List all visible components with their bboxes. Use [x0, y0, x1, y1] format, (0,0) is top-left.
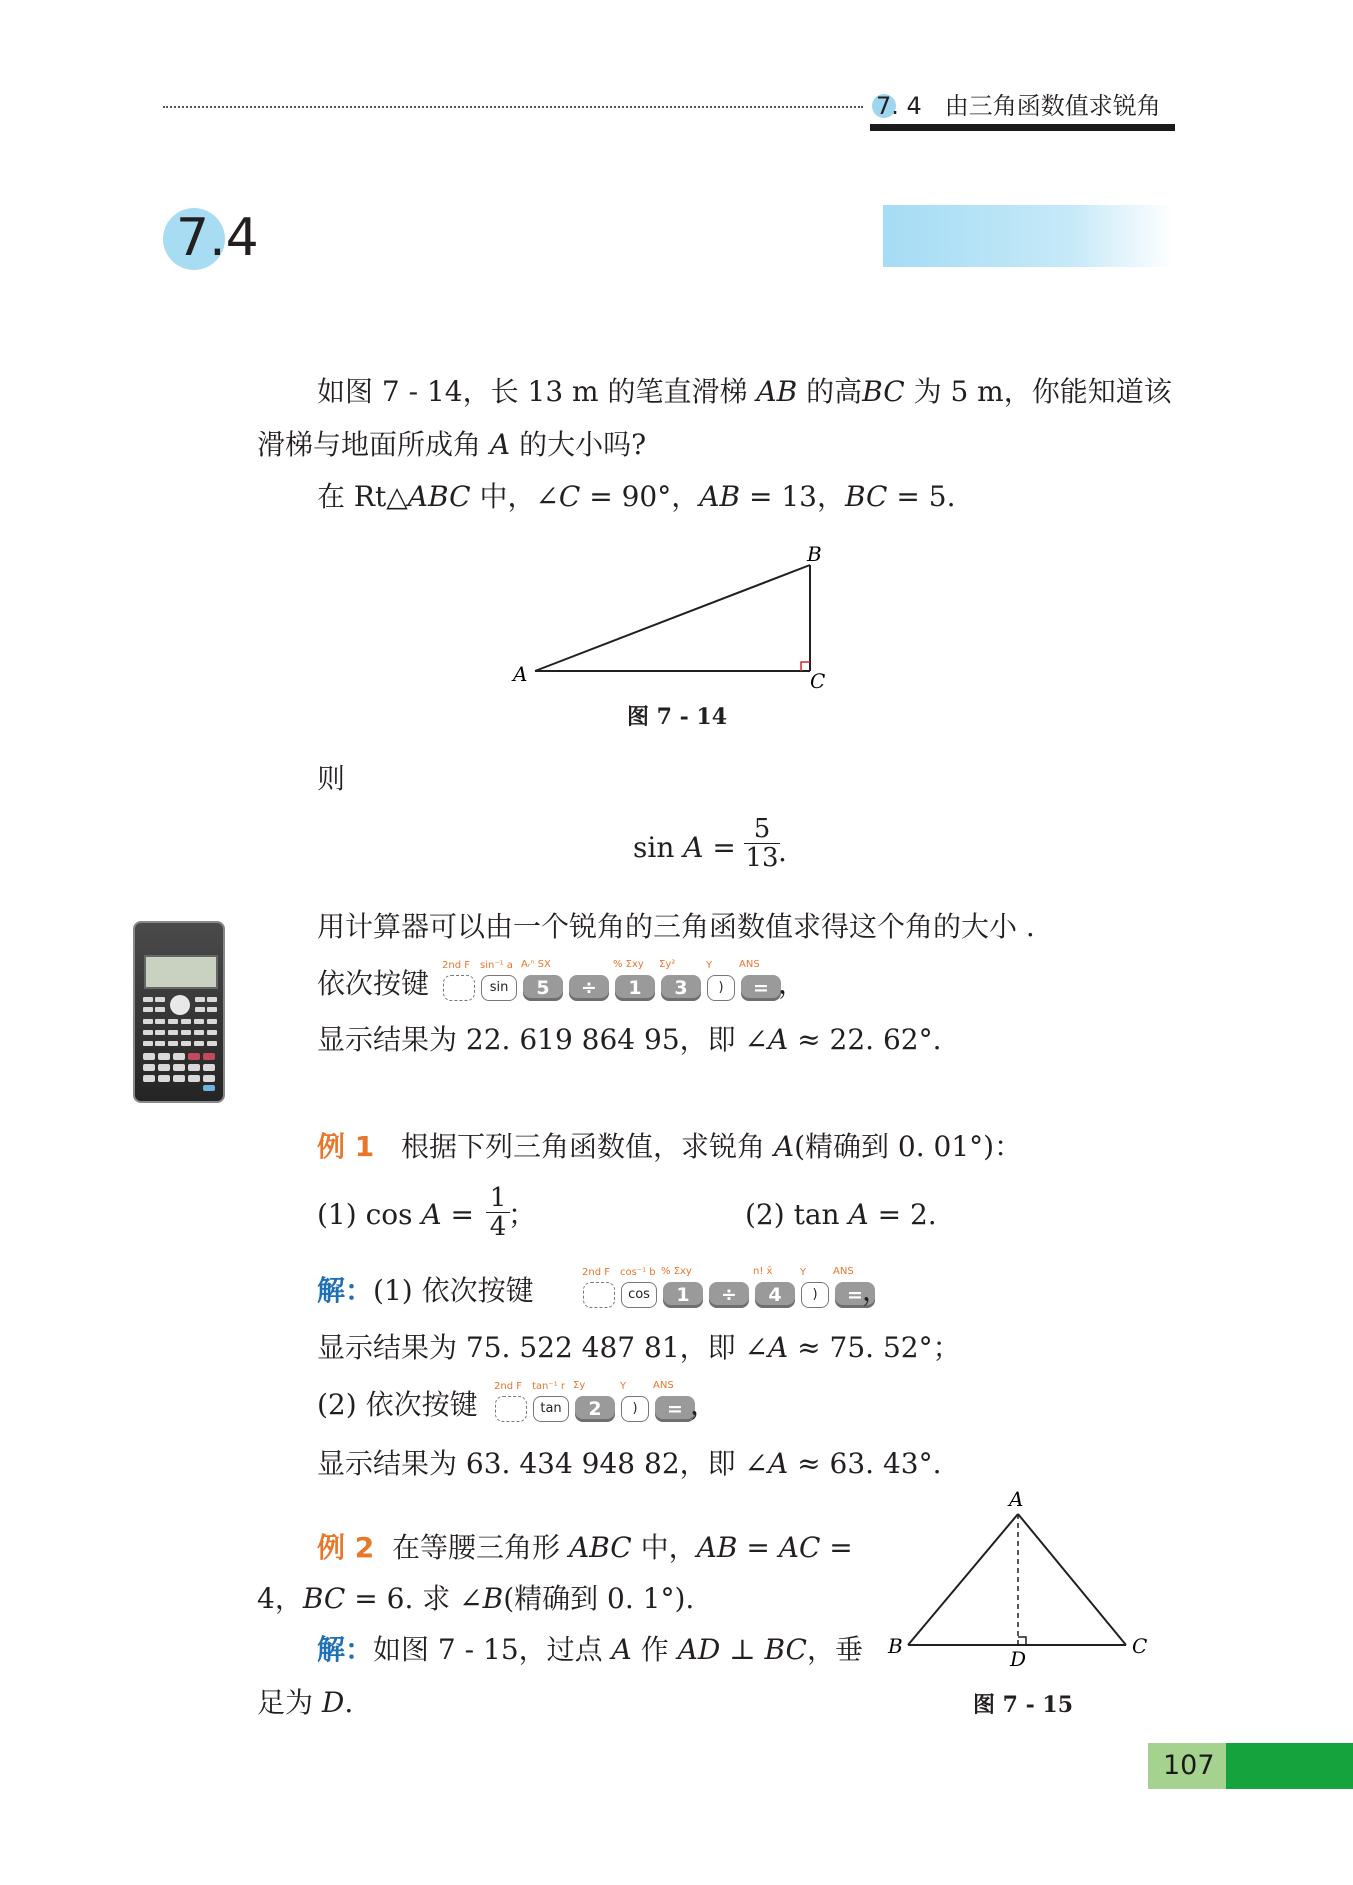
right-angle-mark: [1018, 1637, 1026, 1645]
label-c: C: [810, 669, 826, 690]
figure-7-15: [880, 1488, 1160, 1668]
key-close-paren: Y ): [801, 1282, 829, 1308]
keypress-suffix-2: ，: [862, 1274, 891, 1307]
formula-period: .: [778, 835, 787, 868]
label-b: B: [888, 1634, 903, 1658]
header-dotted-rule: [163, 106, 863, 108]
label-a: A: [1009, 1488, 1024, 1511]
example-1-part-1-end: ；: [508, 1198, 537, 1231]
key-divide: ÷: [709, 1282, 749, 1308]
key-divide: ÷: [569, 975, 609, 1001]
label-c: C: [1132, 1634, 1148, 1658]
key-equals: ANS =: [655, 1396, 695, 1422]
calculator-illustration: [133, 921, 225, 1103]
solution-2-line-2: 足为 D.: [257, 1686, 354, 1719]
right-angle-mark: [801, 662, 810, 671]
label-a: A: [513, 662, 528, 686]
label-d: D: [1010, 1647, 1027, 1668]
key-2ndf: 2nd F: [583, 1282, 615, 1308]
figure-7-15-caption: 图 7 - 15: [973, 1692, 1074, 1718]
page-number: 107: [1163, 1750, 1215, 1781]
figure-7-14-caption: 图 7 - 14: [627, 704, 728, 730]
key-1: % Σxy 1: [663, 1282, 703, 1308]
solution-1-part-2-prefix: (2) 依次按键: [317, 1388, 478, 1421]
calc-intro-line: 用计算器可以由一个锐角的三角函数值求得这个角的大小 .: [317, 910, 1035, 943]
denominator: 4: [486, 1212, 510, 1241]
key-1: % Σxy 1: [615, 975, 655, 1001]
fraction-5-13: [744, 815, 780, 872]
key-sequence-2: [583, 1264, 881, 1308]
key-cos: cos⁻¹ b cos: [621, 1282, 657, 1308]
calculator-keypad-icon: [141, 993, 219, 1093]
section-title-band: [883, 205, 1173, 267]
calculator-screen: [144, 955, 218, 989]
isosceles-triangle-abc: [908, 1514, 1126, 1645]
key-5: Aᵣⁿ SX 5: [523, 975, 563, 1001]
right-triangle-abc: [535, 565, 810, 671]
figure-7-14: [505, 540, 835, 690]
then-text: 则: [317, 762, 346, 795]
solution-2-line-1: 解：如图 7 - 15，过点 A 作 AD ⊥ BC，垂: [317, 1633, 863, 1666]
key-sequence-1: [443, 957, 787, 1001]
example-2-line-2: 4，BC = 6. 求 ∠B(精确到 0. 1°).: [257, 1582, 695, 1615]
key-2ndf: 2nd F: [495, 1396, 527, 1422]
key-sequence-3: [495, 1378, 701, 1422]
key-2: Σy 2: [575, 1396, 615, 1422]
formula-sin-a: sin A =: [633, 831, 736, 864]
key-tan: tan⁻¹ r tan: [533, 1396, 569, 1422]
fraction-1-4: [486, 1184, 510, 1241]
key-2ndf: 2nd F: [443, 975, 475, 1001]
intro-line-1: 如图 7 - 14，长 13 m 的笔直滑梯 AB 的高BC 为 5 m，你能知道该: [317, 375, 1172, 408]
numerator: 5: [753, 814, 771, 844]
key-equals: ANS =: [835, 1282, 875, 1308]
label-b: B: [807, 542, 822, 566]
solution-1-prefix: 解：(1) 依次按键: [317, 1274, 534, 1307]
header-rule: [870, 124, 1175, 131]
key-equals: ANS =: [741, 975, 781, 1001]
solution-1-part-2-result: 显示结果为 63. 434 948 82，即 ∠A ≈ 63. 43°.: [317, 1447, 942, 1480]
header-text: 7. 4 由三角函数值求锐角: [876, 92, 1161, 120]
key-close-paren: Y ): [621, 1396, 649, 1422]
section-heading: 7.4: [176, 208, 259, 268]
keypress-prefix-1: 依次按键: [317, 967, 430, 1000]
example-1-part-2: (2) tan A = 2.: [745, 1198, 937, 1231]
denominator: 13: [745, 843, 779, 873]
intro-line-2: 滑梯与地面所成角 A 的大小吗?: [257, 428, 647, 461]
intro-line-3: 在 Rt△ABC 中，∠C = 90°，AB = 13，BC = 5.: [317, 480, 956, 513]
key-sin: sin⁻¹ a sin: [481, 975, 517, 1001]
example-1-text: 例 1 根据下列三角函数值，求锐角 A(精确到 0. 01°)：: [317, 1130, 1023, 1163]
keypress-suffix-1: ，: [778, 967, 807, 1000]
calc-result-line: 显示结果为 22. 619 864 95，即 ∠A ≈ 22. 62°.: [317, 1023, 942, 1056]
key-4: n! x̄ 4: [755, 1282, 795, 1308]
solution-1-result: 显示结果为 75. 522 487 81，即 ∠A ≈ 75. 52°；: [317, 1331, 961, 1364]
keypress-suffix-3: ，: [690, 1388, 719, 1421]
example-2-line-1: 例 2 在等腰三角形 ABC 中，AB = AC =: [317, 1531, 853, 1564]
key-3: Σy² 3: [661, 975, 701, 1001]
key-close-paren: Y ): [707, 975, 735, 1001]
numerator: 1: [489, 1183, 507, 1213]
example-1-part-1: (1) cos A =: [317, 1198, 474, 1231]
page-number-bar: [1226, 1743, 1353, 1789]
